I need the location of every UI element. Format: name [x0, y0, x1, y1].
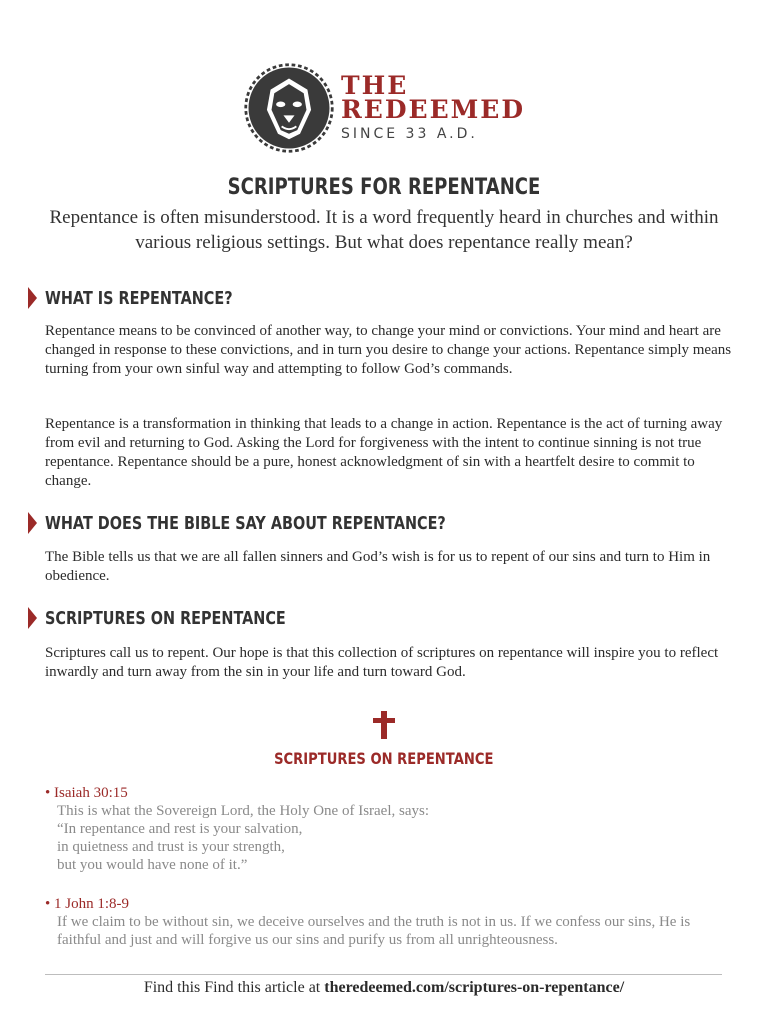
list-item — [45, 784, 735, 874]
section-heading-scriptures — [28, 607, 346, 629]
paragraph: Repentance means to be convinced of another way, to change your mind or convictions. Your mind and heart are changed in response to these convictions, and in turn you desire to change your actions. Repentance simply means turning from your own sinful way and attempting to follow God’s commands. — [45, 323, 732, 377]
section-heading-label: SCRIPTURES ON REPENTANCE — [45, 607, 286, 629]
section-heading-label: WHAT IS REPENTANCE? — [45, 287, 233, 309]
verse-reference: • 1 John 1:8-9 — [45, 895, 735, 913]
lion-head-crown-of-thorns-icon — [243, 62, 335, 154]
scriptures-heading-label: SCRIPTURES ON REPENTANCE — [274, 749, 494, 768]
list-item — [45, 895, 735, 949]
paragraph: Repentance is a transformation in thinking that leads to a change in action. Repentance is the act of turning away from evil and returning to God. Asking the Lord for forgiveness with the intent to continue sinning is not true repentance. Repentance should be a pure, honest acknowledgment of sin with a heartfelt desire to commit to change. — [45, 416, 723, 489]
section-heading-what-is-repentance — [28, 287, 279, 309]
page-title: SCRIPTURES FOR REPENTANCE — [227, 175, 541, 200]
chevron-right-icon — [28, 607, 37, 629]
paragraph: Scriptures call us to repent. Our hope is that this collection of scriptures on repentance will inspire you to reflect inwardly and turn away from the sin in your life and turn toward God. — [45, 645, 719, 680]
section-heading-label: WHAT DOES THE BIBLE SAY ABOUT REPENTANCE? — [45, 512, 446, 534]
brand-line-1: THE — [341, 71, 409, 100]
chevron-right-icon — [28, 512, 37, 534]
verse-reference: • Isaiah 30:15 — [45, 784, 735, 802]
footer-prefix: Find this Find this article at — [143, 979, 325, 996]
footer — [0, 979, 768, 997]
section-heading-bible-says — [28, 512, 546, 534]
chevron-right-icon — [28, 287, 37, 309]
footer-link[interactable]: theredeemed.com/scriptures-on-repentance/ — [324, 979, 625, 996]
footer-divider — [45, 974, 722, 975]
intro-text: Repentance is often misunderstood. It is a word frequently heard in churches and within various religious settings. But what does repentance really mean? — [49, 207, 719, 253]
brand-tagline: SINCE 33 A.D. — [341, 126, 478, 142]
verse-text: If we claim to be without sin, we deceive ourselves and the truth is not in us. If we confess our sins, He is faithful and just and will forgive us our sins and purify us from all unrighteousness. — [57, 914, 691, 948]
verse-text: This is what the Sovereign Lord, the Holy One of Israel, says: “In repentance and rest is your salvation, in quietness and trust is your strength, but you would have none of it.” — [57, 803, 430, 873]
scriptures-heading — [0, 749, 768, 769]
brand-logo — [243, 62, 525, 154]
cross-icon — [373, 711, 395, 739]
brand-line-2: REDEEMED — [341, 95, 526, 124]
paragraph: The Bible tells us that we are all fallen sinners and God’s wish is for us to repent of our sins and turn to Him in obedience. — [45, 549, 711, 584]
